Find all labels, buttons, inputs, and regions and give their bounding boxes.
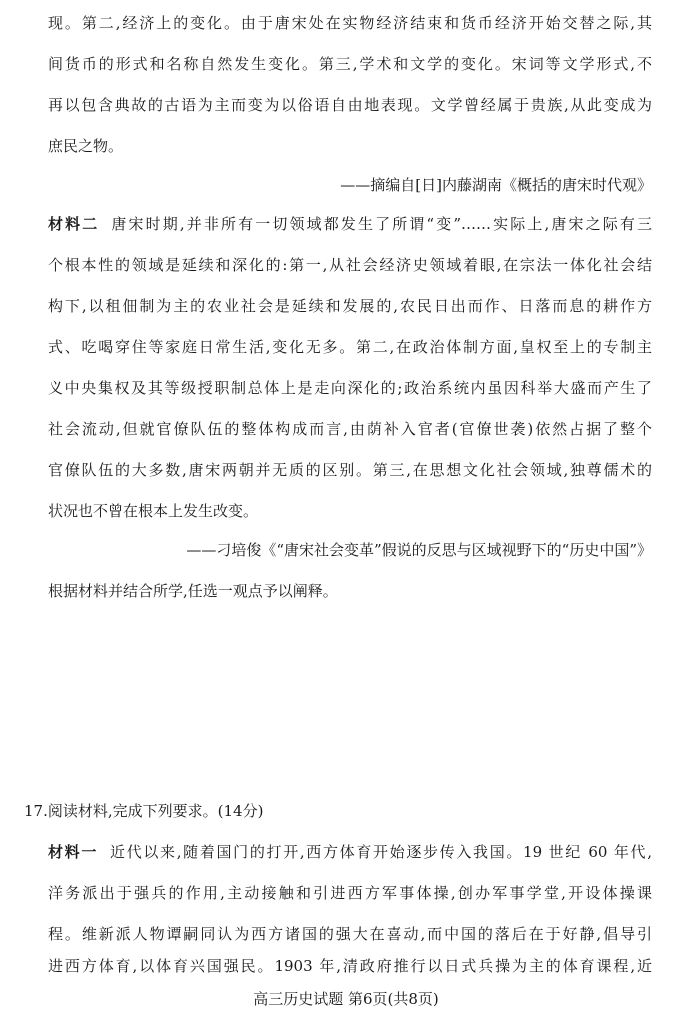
- body-text-line: 现。第二,经济上的变化。由于唐宋处在实物经济结束和货币经济开始交替之际,其: [48, 14, 652, 32]
- material-label: 材料二: [48, 215, 100, 233]
- page-footer: 高三历史试题 第6页(共8页): [253, 990, 439, 1008]
- body-text-line: 构下,以租佃制为主的农业社会是延续和发展的,农民日出而作、日落而息的耕作方: [48, 297, 652, 315]
- body-text-line: 个根本性的领域是延续和深化的:第一,从社会经济史领域着眼,在宗法一体化社会结: [48, 256, 652, 274]
- body-text: 近代以来,随着国门的打开,西方体育开始逐步传入我国。19 世纪 60 年代,: [110, 843, 652, 861]
- body-text-line: 再以包含典故的古语为主而变为以俗语自由地表现。文学曾经属于贵族,从此变成为: [48, 96, 652, 114]
- body-text-line: 义中央集权及其等级授职制总体上是走向深化的;政治系统内虽因科举大盛而产生了: [48, 379, 652, 397]
- body-text-line: 式、吃喝穿住等家庭日常生活,变化无多。第二,在政治体制方面,皇权至上的专制主: [48, 338, 652, 356]
- task-instruction: 根据材料并结合所学,任选一观点予以阐释。: [48, 582, 338, 600]
- body-text-line: 社会流动,但就官僚队伍的整体构成而言,由荫补入官者(官僚世袭)依然占据了整个: [48, 420, 652, 438]
- material-label: 材料一: [48, 843, 99, 861]
- body-text-line: 间货币的形式和名称自然发生变化。第三,学术和文学的变化。宋词等文学形式,不: [48, 55, 652, 73]
- body-text: 唐宋时期,并非所有一切领域都发生了所谓“变”……实际上,唐宋之际有三: [111, 215, 652, 233]
- material-two-first-line: [48, 213, 652, 235]
- material-one-first-line: [48, 841, 652, 863]
- question-title: 17.阅读材料,完成下列要求。(14分): [24, 802, 264, 820]
- body-text-line: 程。维新派人物谭嗣同认为西方诸国的强大在喜动,而中国的落后在于好静,倡导引: [48, 925, 652, 943]
- source-citation: ——摘编自[日]内藤湖南《概括的唐宋时代观》: [340, 176, 652, 194]
- body-text-line: 状况也不曾在根本上发生改变。: [48, 502, 259, 520]
- body-text-line: 洋务派出于强兵的作用,主动接触和引进西方军事体操,创办军事学堂,开设体操课: [48, 884, 652, 902]
- body-text-line: 庶民之物。: [48, 137, 124, 155]
- body-text-line: 官僚队伍的大多数,唐宋两朝并无质的区别。第三,在思想文化社会领域,独尊儒术的: [48, 461, 652, 479]
- source-citation: ——刁培俊《“唐宋社会变革”假说的反思与区域视野下的“历史中国”》: [186, 541, 652, 559]
- body-text-line: 进西方体育,以体育兴国强民。1903 年,清政府推行以日式兵操为主的体育课程,近: [48, 957, 652, 975]
